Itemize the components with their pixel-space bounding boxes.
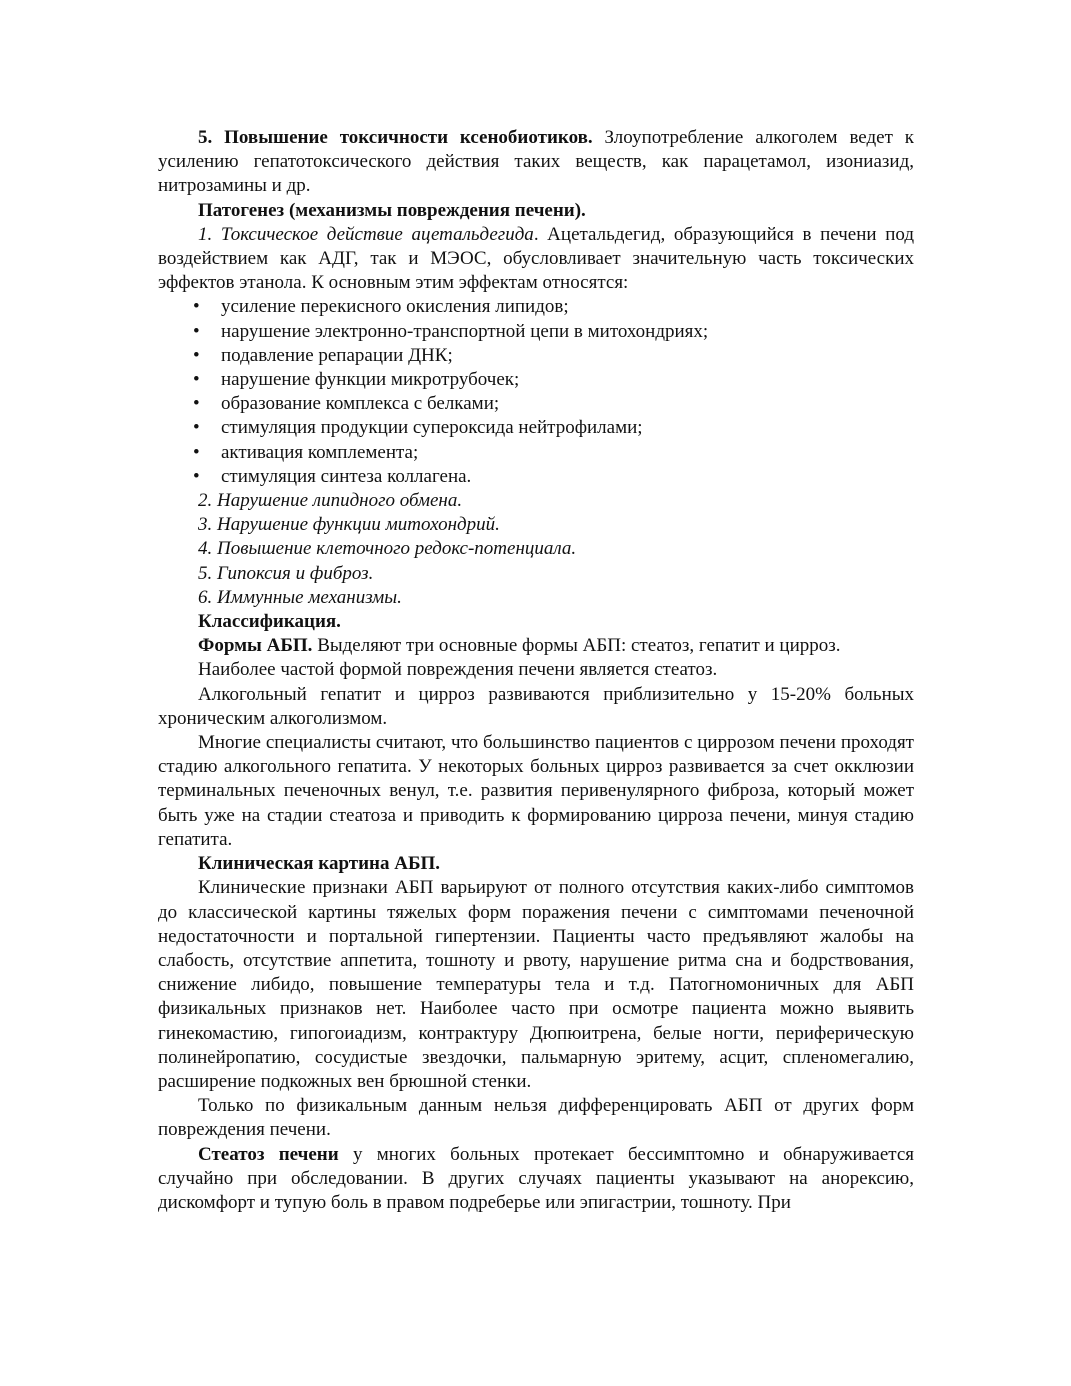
mechanisms-list (158, 489, 914, 610)
list-item-text: образование комплекса с белками; (221, 393, 500, 415)
bullet-icon: • (193, 369, 200, 391)
paragraph-specialists: Многие специалисты считают, что большинство пациентов с циррозом печени проходят стадию алкогольного гепатита. У некоторых больных цирроз развивается за счет окклюзии терминальных печеночных венул, т.е. развития перивенулярного фиброза, который может быть уже на стадии стеатоза и приводить к формированию цирроза печени, минуя стадию гепатита. (158, 732, 914, 850)
mechanism-item: 3. Нарушение функции митохондрий. (198, 514, 500, 536)
list-item (158, 465, 914, 489)
acetaldehyde-lead: 1. Токсическое действие ацетальдегида (198, 223, 534, 245)
list-item-text: стимуляция синтеза коллагена. (221, 465, 472, 487)
pathogenesis-heading: Патогенез (механизмы повреждения печени). (198, 199, 586, 221)
effects-list (158, 295, 914, 489)
list-item (158, 295, 914, 319)
forms-lead: Формы АБП. (198, 635, 313, 657)
list-item-text: усиление перекисного окисления липидов; (221, 296, 569, 318)
paragraph-steatosis-frequency: Наиболее частой формой повреждения печени является стеатоз. (198, 659, 718, 681)
paragraph-forms (158, 634, 914, 658)
list-item-text: подавление репарации ДНК; (221, 344, 453, 366)
bullet-icon: • (193, 465, 200, 487)
document-page (158, 126, 914, 1215)
bullet-icon: • (193, 296, 200, 318)
bullet-icon: • (193, 441, 200, 463)
mechanism-item: 6. Иммунные механизмы. (198, 586, 402, 608)
bullet-icon: • (193, 320, 200, 342)
paragraph-clinical-signs: Клинические признаки АБП варьируют от полного отсутствия каких-либо симптомов до классической картины тяжелых форм поражения печени с симптомами печеночной недостаточности и портальной гипертензии. Пациенты часто предъявляют жалобы на слабость, отсутствие аппетита, тошноту и рвоту, нарушение ритма сна и бодрствования, снижение либидо, повышение температуры тела и т.д. Патогномоничных для АБП физикальных признаков нет. Наиболее часто при осмотре пациента можно выявить гинекомастию, гипогоиадизм, контрактуру Дюпюитрена, белые ногти, периферическую полинейропатию, сосудистые звездочки, пальмарную эритему, асцит, спленомегалию, расширение подкожных вен брюшной стенки. (158, 877, 914, 1092)
bullet-icon: • (193, 393, 200, 415)
list-item-text: активация комплемента; (221, 441, 419, 463)
list-item (158, 416, 914, 440)
paragraph-steatosis (158, 1143, 914, 1216)
bullet-icon: • (193, 344, 200, 366)
paragraph-physical-data: Только по физикальным данным нельзя дифференцировать АБП от других форм повреждения печени. (158, 1095, 914, 1141)
bullet-icon: • (193, 417, 200, 439)
forms-text: Выделяют три основные формы АБП: стеатоз, гепатит и цирроз. (312, 635, 841, 657)
paragraph-acetaldehyde (158, 223, 914, 296)
paragraph-xenobiotics (158, 126, 914, 199)
acetaldehyde-text: . Ацетальдегид, образующийся в печени под воздействием как АДГ, так и МЭОС, обусловливает значительную часть токсических эффектов этанола. К основным этим эффектам относятся: (158, 223, 914, 294)
classification-heading: Классификация. (198, 611, 341, 633)
clinical-heading: Клиническая картина АБП. (198, 853, 441, 875)
mechanism-item: 5. Гипоксия и фиброз. (198, 562, 374, 584)
xenobiotics-text: Злоупотребление алкоголем ведет к усилению гепатотоксического действия таких веществ, как парацетамол, изониазид, нитрозамины и др. (158, 127, 915, 197)
list-item (158, 320, 914, 344)
mechanism-item: 2. Нарушение липидного обмена. (198, 490, 463, 512)
list-item (158, 368, 914, 392)
list-item (158, 392, 914, 416)
list-item-text: стимуляция продукции супероксида нейтрофилами; (221, 417, 643, 439)
steatosis-lead: Стеатоз печени (198, 1143, 339, 1165)
list-item-text: нарушение электронно-транспортной цепи в митохондриях; (221, 320, 709, 342)
steatosis-text: у многих больных протекает бессимптомно и обнаруживается случайно при обследовании. В других случаях пациенты указывают на анорексию, дискомфорт и тупую боль в правом подреберье или эпигастрии, тошноту. При (158, 1143, 915, 1213)
list-item (158, 344, 914, 368)
xenobiotics-lead: 5. Повышение токсичности ксенобиотиков. (198, 127, 593, 148)
list-item-text: нарушение функции микротрубочек; (221, 369, 520, 391)
mechanism-item: 4. Повышение клеточного редокс-потенциала. (198, 538, 577, 560)
paragraph-hepatitis-cirrhosis: Алкогольный гепатит и цирроз развиваются приблизительно у 15-20% больных хроническим алкоголизмом. (158, 683, 914, 729)
list-item (158, 441, 914, 465)
